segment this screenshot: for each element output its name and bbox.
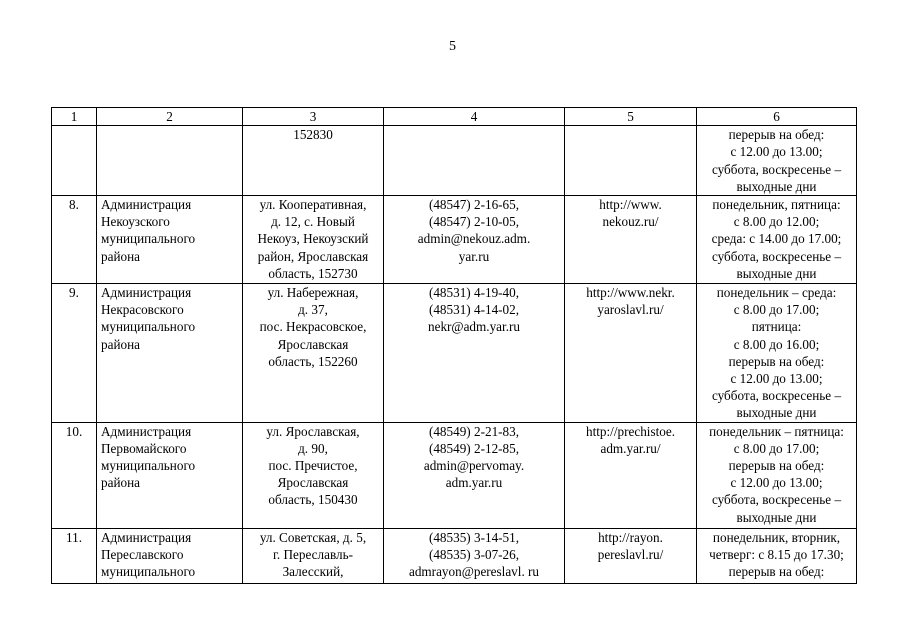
- cell-line: ул. Кооперативная,: [259, 197, 367, 213]
- cell-line: adm.yar.ru/: [600, 440, 661, 456]
- cell-line: суббота, воскресенье –: [711, 388, 842, 404]
- cell-line: Администрация: [101, 197, 192, 213]
- working-hours-cell: [697, 126, 857, 196]
- administrations-table: [51, 107, 857, 584]
- page-number: 5: [449, 39, 456, 54]
- organization-name-cell: [97, 126, 243, 196]
- cell-line: (48547) 2-16-65,: [428, 197, 520, 213]
- table-row: [52, 196, 857, 284]
- organization-name-cell: [97, 196, 243, 284]
- address-cell: [243, 126, 384, 196]
- cell-line: пос. Пречистое,: [268, 458, 358, 474]
- cell-line: Некоузского: [101, 214, 170, 230]
- website-cell: [565, 528, 697, 583]
- cell-line: ул. Ярославская,: [266, 423, 360, 439]
- working-hours-cell: [697, 422, 857, 528]
- cell-line: четверг: с 8.15 до 17.30;: [709, 546, 844, 562]
- address-cell: [243, 422, 384, 528]
- header-cell: 3: [243, 108, 384, 126]
- cell-line: (48531) 4-14-02,: [428, 302, 520, 318]
- cell-line: понедельник, пятница:: [712, 197, 841, 213]
- cell-line: Администрация: [101, 529, 192, 545]
- cell-line: с 8.00 до 16.00;: [733, 336, 820, 352]
- cell-line: района: [101, 248, 141, 264]
- cell-line: перерыв на обед:: [728, 353, 825, 369]
- table-row: [52, 126, 857, 196]
- cell-line: понедельник, вторник,: [712, 529, 841, 545]
- cell-line: (48547) 2-10-05,: [428, 214, 520, 230]
- cell-line: ул. Набережная,: [267, 285, 359, 301]
- cell-line: района: [101, 475, 141, 491]
- organization-name-cell: [97, 528, 243, 583]
- cell-line: д. 12, с. Новый: [271, 214, 355, 230]
- cell-line: (48535) 3-07-26,: [428, 546, 520, 562]
- cell-line: http://www.: [599, 197, 662, 213]
- contacts-cell: [384, 196, 565, 284]
- address-cell: [243, 196, 384, 284]
- cell-line: Залесский,: [282, 564, 344, 580]
- working-hours-cell: [697, 528, 857, 583]
- cell-line: район, Ярославская: [257, 248, 369, 264]
- cell-line: область, 152260: [268, 353, 358, 369]
- cell-line: выходные дни: [736, 509, 817, 525]
- cell-line: перерыв на обед:: [728, 458, 825, 474]
- cell-line: область, 152730: [268, 265, 358, 281]
- row-number-cell: [52, 284, 97, 423]
- cell-line: admrayon@pereslavl. ru: [408, 564, 540, 580]
- website-cell: [565, 196, 697, 284]
- cell-line: г. Переславль-: [273, 546, 353, 562]
- cell-line: выходные дни: [736, 178, 817, 194]
- row-number-cell: [52, 196, 97, 284]
- contacts-cell: [384, 284, 565, 423]
- header-cell: 5: [565, 108, 697, 126]
- cell-line: (48549) 2-21-83,: [428, 423, 520, 439]
- cell-line: Администрация: [101, 285, 192, 301]
- organization-name-cell: [97, 284, 243, 423]
- cell-line: Ярославская: [277, 475, 349, 491]
- cell-line: пос. Некрасовское,: [259, 319, 367, 335]
- website-cell: [565, 422, 697, 528]
- cell-line: http://prechistoe.: [586, 423, 675, 439]
- contacts-cell: [384, 528, 565, 583]
- cell-line: nekouz.ru/: [602, 214, 659, 230]
- header-cell: 1: [52, 108, 97, 126]
- cell-line: с 8.00 до 17.00;: [733, 440, 820, 456]
- cell-line: область, 150430: [268, 492, 358, 508]
- table-row: [52, 284, 857, 423]
- cell-line: 11.: [66, 529, 82, 545]
- website-cell: [565, 284, 697, 423]
- cell-line: (48531) 4-19-40,: [428, 285, 520, 301]
- cell-line: 9.: [69, 285, 79, 301]
- cell-line: 152830: [293, 127, 333, 143]
- header-cell: 4: [384, 108, 565, 126]
- cell-line: выходные дни: [736, 405, 817, 421]
- cell-line: admin@nekouz.adm.: [417, 231, 531, 247]
- cell-line: с 12.00 до 13.00;: [730, 144, 823, 160]
- cell-line: д. 37,: [298, 302, 328, 318]
- cell-line: муниципального: [101, 231, 196, 247]
- cell-line: Некрасовского: [101, 302, 184, 318]
- contacts-cell: [384, 422, 565, 528]
- cell-line: Некоуз, Некоузский: [257, 231, 369, 247]
- contacts-cell: [384, 126, 565, 196]
- cell-line: с 8.00 до 17.00;: [733, 302, 820, 318]
- organization-name-cell: [97, 422, 243, 528]
- cell-line: с 12.00 до 13.00;: [730, 371, 823, 387]
- cell-line: 10.: [65, 423, 83, 439]
- cell-line: Переславского: [101, 546, 184, 562]
- cell-line: yaroslavl.ru/: [597, 302, 664, 318]
- cell-line: (48535) 3-14-51,: [428, 529, 520, 545]
- cell-line: Администрация: [101, 423, 192, 439]
- cell-line: Ярославская: [277, 336, 349, 352]
- cell-line: понедельник – пятница:: [709, 423, 844, 439]
- website-cell: [565, 126, 697, 196]
- cell-line: Первомайского: [101, 440, 187, 456]
- cell-line: выходные дни: [736, 265, 817, 281]
- header-cell: 2: [97, 108, 243, 126]
- cell-line: понедельник – среда:: [716, 285, 837, 301]
- cell-line: pereslavl.ru/: [597, 546, 664, 562]
- cell-line: муниципального: [101, 564, 196, 580]
- cell-line: yar.ru: [458, 248, 490, 264]
- cell-line: 8.: [69, 197, 79, 213]
- row-number-cell: [52, 528, 97, 583]
- cell-line: (48549) 2-12-85,: [428, 440, 520, 456]
- cell-line: пятница:: [751, 319, 802, 335]
- working-hours-cell: [697, 284, 857, 423]
- cell-line: перерыв на обед:: [728, 564, 825, 580]
- cell-line: суббота, воскресенье –: [711, 248, 842, 264]
- cell-line: с 8.00 до 12.00;: [733, 214, 820, 230]
- cell-line: суббота, воскресенье –: [711, 161, 842, 177]
- table-header-row: [52, 108, 857, 126]
- header-cell: 6: [697, 108, 857, 126]
- cell-line: перерыв на обед:: [728, 127, 825, 143]
- cell-line: района: [101, 336, 141, 352]
- cell-line: среда: с 14.00 до 17.00;: [711, 231, 842, 247]
- cell-line: д. 90,: [298, 440, 328, 456]
- cell-line: суббота, воскресенье –: [711, 492, 842, 508]
- table-row: [52, 528, 857, 583]
- cell-line: adm.yar.ru: [445, 475, 503, 491]
- cell-line: ул. Советская, д. 5,: [259, 529, 367, 545]
- cell-line: с 12.00 до 13.00;: [730, 475, 823, 491]
- working-hours-cell: [697, 196, 857, 284]
- cell-line: муниципального: [101, 458, 196, 474]
- cell-line: http://rayon.: [598, 529, 663, 545]
- address-cell: [243, 284, 384, 423]
- cell-line: admin@pervomay.: [423, 458, 525, 474]
- address-cell: [243, 528, 384, 583]
- cell-line: муниципального: [101, 319, 196, 335]
- cell-line: http://www.nekr.: [586, 285, 675, 301]
- cell-line: nekr@adm.yar.ru: [428, 319, 520, 335]
- table-row: [52, 422, 857, 528]
- row-number-cell: [52, 422, 97, 528]
- row-number-cell: [52, 126, 97, 196]
